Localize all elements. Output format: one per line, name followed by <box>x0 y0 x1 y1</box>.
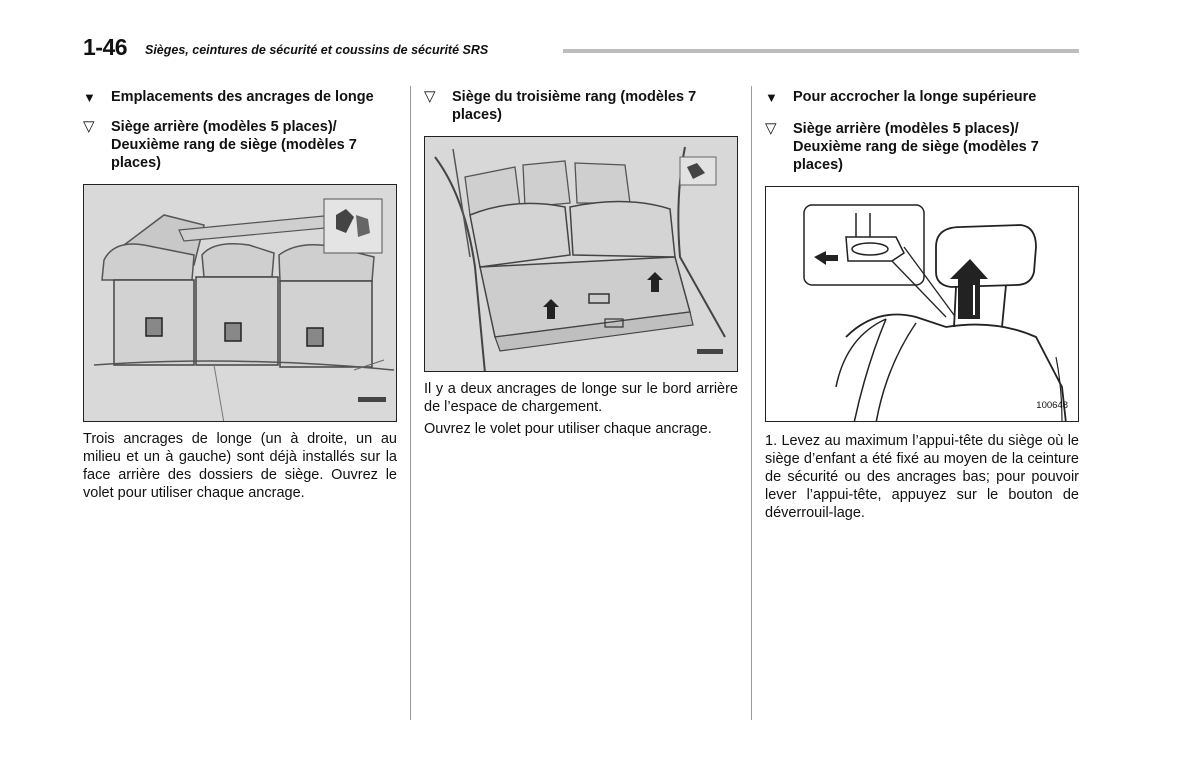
open-triangle-icon: ▽ <box>765 120 777 137</box>
subheading-text: Siège du troisième rang (modèles 7 places) <box>452 89 697 123</box>
column-divider-2 <box>751 86 752 720</box>
column-1 <box>83 88 397 502</box>
subheading-third-row <box>424 88 738 124</box>
column-3 <box>765 88 1079 522</box>
section-heading-anchor-locations <box>83 88 397 106</box>
column-divider-1 <box>410 86 411 720</box>
section-heading-text: Emplacements des ancrages de longe <box>111 89 374 105</box>
paragraph-three-anchors: Trois ancrages de longe (un à droite, un au milieu et un à gauche) sont déjà installés sur la face arrière des dossiers de siège. Ouvrez le volet pour utiliser chaque ancrage. <box>83 431 397 501</box>
column-2 <box>424 88 738 438</box>
open-triangle-icon: ▽ <box>424 88 436 105</box>
filled-triangle-icon: ▼ <box>83 90 96 105</box>
filled-triangle-icon: ▼ <box>765 90 778 105</box>
rear-seat-anchors-illustration <box>83 184 397 422</box>
paragraph-step-1: 1. Levez au maximum l’appui-tête du siège où le siège d’enfant a été fixé au moyen de la ceinture de sécurité ou des ancrages bas; pour pouvoir lever l’appui-tête, appuyez sur le bouton de déverrouil-lage. <box>765 433 1079 521</box>
header-title: Sièges, ceintures de sécurité et coussins de sécurité SRS <box>145 43 489 57</box>
rear-seat-illustration-drawing <box>84 185 397 422</box>
headrest-raise-diagram <box>765 186 1079 422</box>
header-rule <box>563 49 1079 53</box>
cargo-area-anchors-illustration <box>424 136 738 372</box>
paragraph-open-flap: Ouvrez le volet pour utiliser chaque ancrage. <box>424 421 712 437</box>
cargo-area-illustration-drawing <box>425 137 738 372</box>
figure-code: 100648 <box>1036 400 1068 411</box>
section-heading-text: Pour accrocher la longe supérieure <box>793 89 1037 105</box>
open-triangle-icon: ▽ <box>83 118 95 135</box>
paragraph-two-anchors: Il y a deux ancrages de longe sur le bord arrière de l’espace de chargement. <box>424 381 738 415</box>
subheading-rear-seat <box>765 120 1079 174</box>
headrest-diagram-drawing <box>766 187 1079 422</box>
section-heading-attach-tether <box>765 88 1079 106</box>
page-header <box>83 34 1079 60</box>
subheading-text: Siège arrière (modèles 5 places)/ Deuxième rang de siège (modèles 7 places) <box>793 121 1039 173</box>
subheading-rear-seat <box>83 118 397 172</box>
subheading-text: Siège arrière (modèles 5 places)/ Deuxième rang de siège (modèles 7 places) <box>111 119 357 171</box>
page-number: 1-46 <box>83 34 128 60</box>
